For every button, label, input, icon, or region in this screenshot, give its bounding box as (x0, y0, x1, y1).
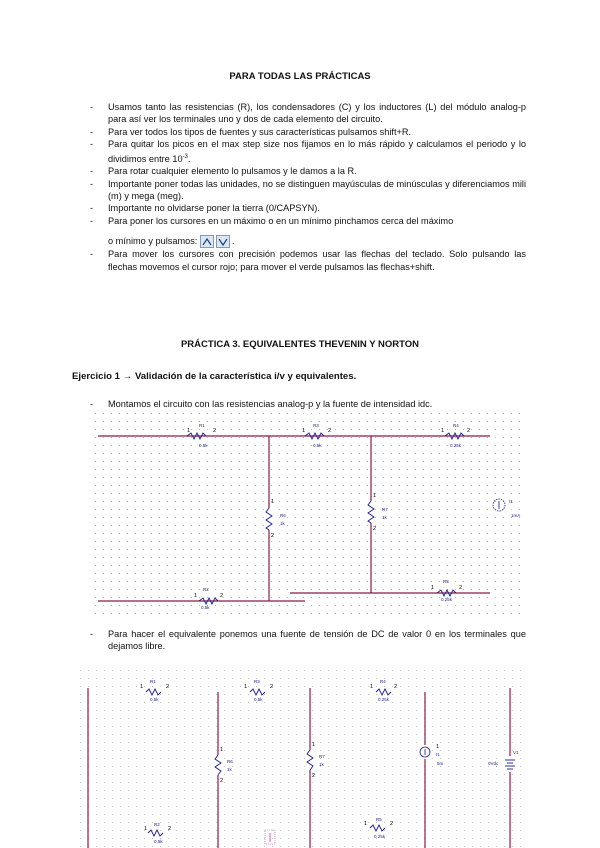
svg-text:2: 2 (220, 778, 224, 784)
instruction-item: - Importante no olvidarse poner la tierra (0/CAPSYN). (90, 202, 526, 214)
exponent: -3 (182, 153, 188, 160)
svg-text:R3: R3 (313, 423, 319, 428)
svg-text:0.25k: 0.25k (374, 834, 386, 839)
svg-text:1k: 1k (227, 767, 232, 772)
svg-text:2: 2 (328, 428, 332, 434)
svg-text:1: 1 (271, 499, 275, 505)
svg-text:1: 1 (140, 684, 144, 690)
instruction-item: - Para mover los cursores con precisión podemos usar las flechas del teclado. Solo pulsando las flechas movemos el cursor rojo; para mover el verde pulsamos las flechas+shift. (90, 248, 526, 273)
svg-text:R4: R4 (380, 679, 386, 684)
instruction-item: - Para rotar cualquier elemento lo pulsamos y le damos a la R. (90, 165, 526, 177)
svg-text:2: 2 (459, 585, 463, 591)
svg-text:R1: R1 (199, 423, 205, 428)
svg-text:1: 1 (187, 428, 191, 434)
step-list-2 (90, 628, 526, 653)
section-title: PARA TODAS LAS PRÁCTICAS (229, 71, 371, 82)
svg-text:2: 2 (213, 428, 217, 434)
svg-text:R7: R7 (319, 754, 325, 759)
circuit-schematic-2 (80, 670, 525, 848)
svg-text:5m: 5m (437, 761, 444, 766)
instruction-continuation: o mínimo y pulsamos: . (108, 236, 235, 247)
practice-title: PRÁCTICA 3. EQUIVALENTES THEVENIN Y NORTON (180, 339, 420, 350)
step-list-1 (90, 398, 526, 410)
instruction-item: - Usamos tanto las resistencias (R), los condensadores (C) y los inductores (L) del módulo analog-p para así ver los terminales uno y dos de cada elemento del circuito. (90, 101, 526, 126)
svg-text:R6: R6 (227, 759, 233, 764)
svg-text:2: 2 (166, 684, 170, 690)
svg-text:0.5k: 0.5k (254, 697, 263, 702)
svg-text:1: 1 (244, 684, 248, 690)
svg-text:0.25k: 0.25k (450, 443, 462, 448)
svg-text:2: 2 (270, 684, 274, 690)
svg-text:R5: R5 (443, 579, 449, 584)
svg-text:1: 1 (373, 493, 377, 499)
svg-text:2: 2 (168, 826, 172, 832)
svg-text:2: 2 (390, 821, 394, 827)
svg-text:0.5k: 0.5k (199, 443, 208, 448)
svg-text:0.5k: 0.5k (201, 605, 210, 610)
svg-text:0.5k: 0.5k (150, 697, 159, 702)
svg-text:1: 1 (441, 428, 445, 434)
instruction-item: - Para poner los cursores en un máximo o en un mínimo pinchamos cerca del máximo (90, 215, 526, 227)
svg-text:1: 1 (436, 744, 440, 750)
svg-text:2: 2 (467, 428, 471, 434)
cursor-max-icon (200, 235, 214, 248)
svg-text:R2: R2 (203, 587, 209, 592)
svg-text:1mA: 1mA (511, 513, 521, 518)
instruction-item: - Importante poner todas las unidades, no se distinguen mayúsculas de minúsculas y diferenciamos mili (m) y mega (meg). (90, 178, 526, 203)
svg-text:1k: 1k (382, 515, 387, 520)
svg-text:0.25k: 0.25k (378, 697, 390, 702)
svg-text:1k: 1k (280, 521, 285, 526)
instruction-item: - Para ver todos los tipos de fuentes y sus características pulsamos shift+R. (90, 126, 526, 138)
svg-text:0Vdc: 0Vdc (488, 761, 499, 766)
svg-text:2: 2 (373, 526, 377, 532)
svg-text:0.5k: 0.5k (154, 839, 163, 844)
cursor-min-icon (216, 235, 230, 248)
step-item: - Para hacer el equivalente ponemos una fuente de tensión de DC de valor 0 en los terminales que dejamos libre. (90, 628, 526, 653)
schematic-grid (80, 670, 525, 848)
svg-text:1: 1 (302, 428, 306, 434)
svg-text:R4: R4 (453, 423, 459, 428)
circuit-schematic-1 (95, 413, 525, 620)
svg-text:2: 2 (271, 533, 275, 539)
svg-text:1: 1 (370, 684, 374, 690)
instruction-item: - Para quitar los picos en el max step size nos fijamos en lo más rápido y calculamos el periodo y lo dividimos entre $10^{-3}$. (90, 138, 526, 165)
svg-text:R3: R3 (254, 679, 260, 684)
general-instructions-list (90, 101, 526, 273)
svg-text:1: 1 (194, 593, 198, 599)
svg-text:V1: V1 (513, 750, 519, 755)
svg-text:I1: I1 (436, 752, 440, 757)
svg-text:1: 1 (220, 747, 224, 753)
svg-text:0.5k: 0.5k (313, 443, 322, 448)
svg-text:1k: 1k (319, 762, 324, 767)
svg-text:I1: I1 (509, 499, 513, 504)
svg-text:1: 1 (312, 742, 316, 748)
svg-text:2: 2 (394, 684, 398, 690)
exercise-heading: Ejercicio 1 → Validación de la característica i/v y equivalentes. (72, 371, 357, 382)
step-item: - Montamos el circuito con las resistencias analog-p y la fuente de intensidad idc. (90, 398, 526, 410)
svg-text:1: 1 (431, 585, 435, 591)
svg-text:R1: R1 (150, 679, 156, 684)
svg-text:R5: R5 (376, 817, 382, 822)
svg-text:R7: R7 (382, 507, 388, 512)
svg-text:R6: R6 (280, 513, 286, 518)
svg-text:2: 2 (220, 593, 224, 599)
svg-text:0.25k: 0.25k (441, 597, 453, 602)
svg-text:1: 1 (144, 826, 148, 832)
svg-text:2: 2 (312, 773, 316, 779)
svg-text:1: 1 (364, 821, 368, 827)
svg-text:R2: R2 (154, 822, 160, 827)
